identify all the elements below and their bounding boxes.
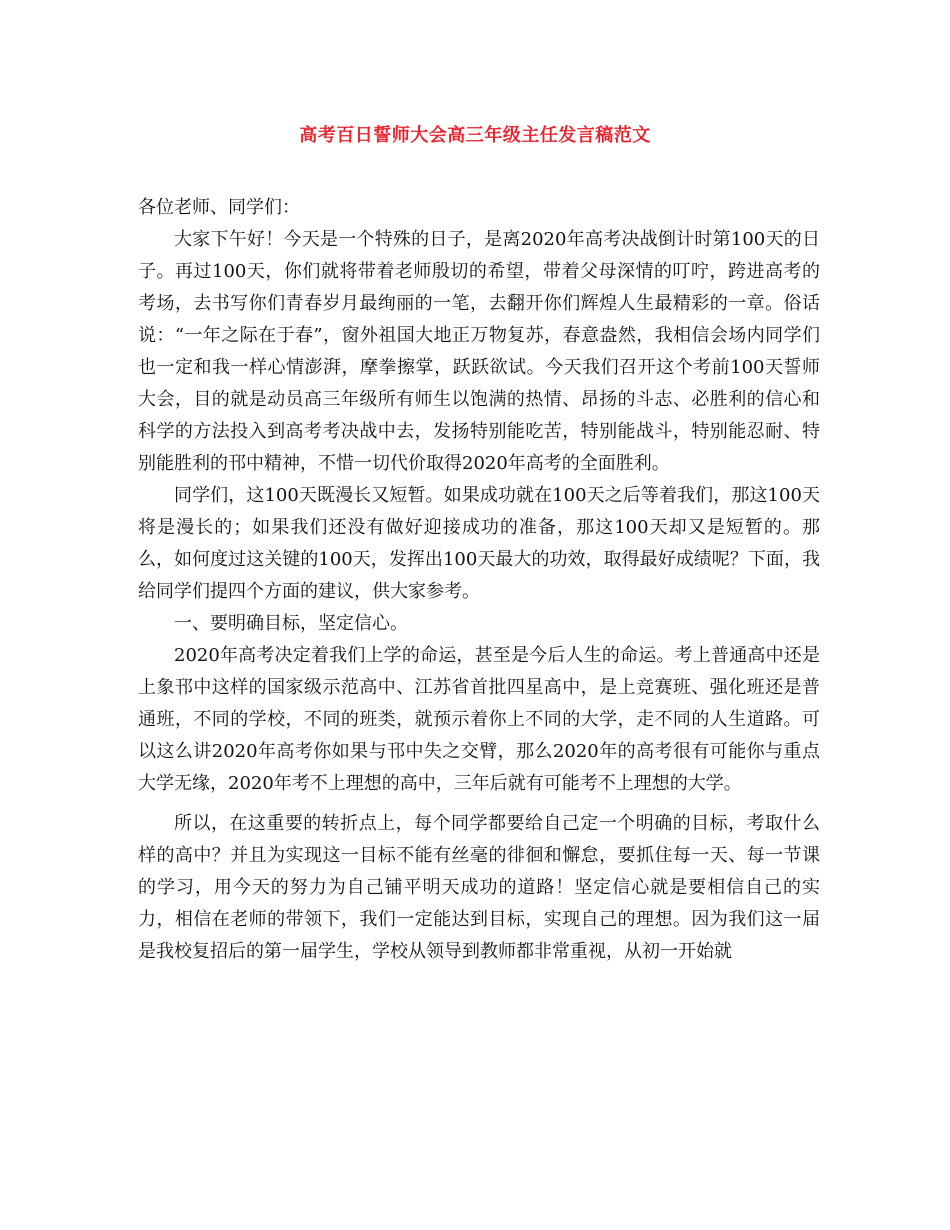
document-title: 高考百日誓师大会高三年级主任发言稿范文 [299,125,651,146]
paragraph-set-goals: 所以，在这重要的转折点上，每个同学都要给自己定一个明确的目标，考取什么样的高中？并且为实现这一目标不能有丝毫的徘徊和懈怠，要抓住每一天、每一节课的学习，用今天的努力为自己铺平明天成功的道路！坚定信心就是要相信自己的实力，相信在老师的带领下，我们一定能达到目标，实现自己的理想。因为我们这一届是我校复招后的第一届学生，学校从领导到教师都非常重视，从初一开始就 [138,813,820,962]
document-body [138,192,820,968]
paragraph-hundred-days: 同学们，这100天既漫长又短暂。如果成功就在100天之后等着我们，那这100天将是漫长的；如果我们还没有做好迎接成功的准备，那这100天却又是短暂的。那么，如何度过这关键的100天，发挥出100天最大的功效，取得最好成绩呢？下面，我给同学们提四个方面的建议，供大家参考。 [138,485,820,602]
paragraph-exam-destiny: 2020年高考决定着我们上学的命运，甚至是今后人生的命运。考上普通高中还是上象邗中这样的国家级示范高中、江苏省首批四星高中，是上竞赛班、强化班还是普通班，不同的学校，不同的班类，就预示着你上不同的大学，走不同的人生道路。可以这么讲2020年高考你如果与邗中失之交臂，那么2020年的高考很有可能你与重点大学无缘，2020年考不上理想的高中，三年后就有可能考不上理想的大学。 [138,645,820,794]
salutation: 各位老师、同学们： [138,197,300,218]
paragraph-greeting: 大家下午好！今天是一个特殊的日子，是离2020年高考决战倒计时第100天的日子。再过100天，你们就将带着老师殷切的希望，带着父母深情的叮咛，跨进高考的考场，去书写你们青春岁月最绚丽的一笔，去翻开你们辉煌人生最精彩的一章。俗话说：“一年之际在于春”，窗外祖国大地正万物复苏，春意盎然，我相信会场内同学们也一定和我一样心情澎湃，摩拳擦掌，跃跃欲试。今天我们召开这个考前100天誓师大会，目的就是动员高三年级所有师生以饱满的热情、昂扬的斗志、必胜利的信心和科学的方法投入到高考考决战中去，发扬特别能吃苦，特别能战斗，特别能忍耐、特别能胜利的邗中精神，不惜一切代价取得2020年高考的全面胜利。 [138,229,820,474]
section-heading-goals: 一、要明确目标，坚定信心。 [174,613,408,634]
